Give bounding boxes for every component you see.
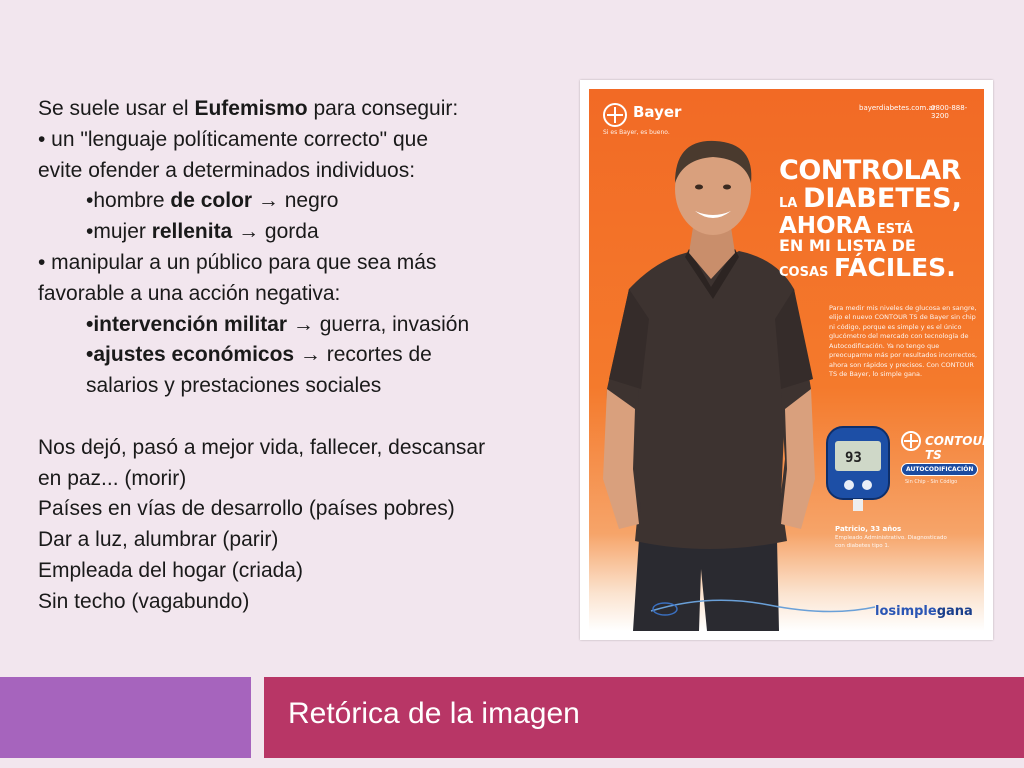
- bayer-contour-ad: [589, 89, 992, 631]
- ex1-prefix: •hombre: [86, 189, 171, 213]
- point1-line1: • un "lenguaje políticamente correcto" que: [38, 127, 428, 151]
- intro-bold: Eufemismo: [194, 97, 308, 120]
- list-item: en paz... (morir): [38, 466, 187, 490]
- ad-headline: [779, 157, 979, 281]
- example-mujer: [38, 217, 548, 248]
- product-name: CONTOUR TS: [925, 434, 992, 462]
- example-ajustes: [38, 340, 548, 371]
- ex1-bold: de color: [170, 189, 253, 213]
- autocodificacion-badge: AUTOCODIFICACIÓN: [901, 463, 978, 476]
- list-item: Nos dejó, pasó a mejor vida, fallecer, descansar: [38, 435, 486, 459]
- ex2-suffix: → gorda: [232, 220, 319, 244]
- bayer-cross-icon: [603, 103, 627, 127]
- intro-suffix: para conseguir:: [307, 97, 459, 120]
- bayer-brand: Bayer: [633, 103, 682, 121]
- footer-logo-a: losimple: [875, 604, 937, 619]
- spacer: [38, 402, 548, 433]
- title-bar: [264, 677, 1024, 758]
- ex4-bold: •ajustes económicos: [86, 343, 295, 367]
- ad-website: bayerdiabetes.com.ar: [859, 104, 936, 112]
- ex2-prefix: •mujer: [86, 220, 152, 244]
- glucose-meter-icon: [825, 425, 895, 513]
- headline-ahora: AHORA: [779, 212, 872, 239]
- patient-name: Patricio, 33 años: [835, 525, 902, 533]
- headline-line1: CONTROLAR: [779, 155, 961, 186]
- footer-swoosh-icon: [649, 589, 879, 619]
- patient-detail: Empleado Administrativo. Diagnosticado con diabetes tipo 1.: [835, 535, 947, 549]
- ex1-suffix: → negro: [252, 189, 339, 213]
- headline-line4: EN MI LISTA DE: [779, 235, 916, 255]
- headline-faciles: FÁCILES.: [833, 252, 956, 282]
- point1-line2: evite ofender a determinados individuos:: [38, 158, 416, 182]
- ad-phone: 0800-888-3200: [931, 104, 968, 120]
- ex4-suffix: → recortes de: [294, 343, 432, 367]
- footer-logo-b: gana: [936, 604, 973, 619]
- ad-image-frame: [580, 80, 993, 640]
- example-hombre: [38, 186, 548, 217]
- bayer-cross-small-icon: [901, 431, 921, 451]
- ex3-bold: •intervención militar: [86, 312, 288, 336]
- intro-prefix: Se suele usar el: [38, 97, 195, 120]
- meter-reading: 93: [845, 450, 862, 466]
- headline-esta: ESTÁ: [876, 221, 913, 237]
- point2-line2: favorable a una acción negativa:: [38, 281, 341, 305]
- slide-body-text: [38, 94, 548, 618]
- intro-line: [38, 94, 548, 125]
- title-bar-accent: [0, 677, 251, 758]
- headline-la: LA: [779, 196, 798, 212]
- headline-line2: [779, 185, 979, 213]
- list-item: Empleada del hogar (criada): [38, 558, 303, 582]
- list-item: Países en vías de desarrollo (países pobres): [38, 497, 455, 521]
- list-item: Dar a luz, alumbrar (parir): [38, 528, 279, 552]
- bayer-slogan: Si es Bayer, es bueno.: [603, 129, 670, 136]
- list-item: Sin techo (vagabundo): [38, 589, 250, 613]
- example-intervencion: [38, 310, 548, 341]
- ex3-suffix: → guerra, invasión: [287, 312, 470, 336]
- example-ajustes-cont: salarios y prestaciones sociales: [86, 374, 382, 398]
- headline-diabetes: DIABETES,: [802, 183, 962, 215]
- ex2-bold: rellenita: [151, 220, 233, 244]
- losimplegana-logo: [875, 604, 973, 619]
- headline-line5: [779, 252, 979, 282]
- slide-title: Retórica de la imagen: [288, 697, 580, 730]
- headline-line3: [779, 214, 979, 238]
- autocodificacion-sub: Sin Chip - Sin Código: [905, 479, 958, 485]
- headline-cosas: COSAS: [779, 264, 829, 280]
- point2-line1: • manipular a un público para que sea más: [38, 250, 437, 274]
- ad-body-copy: Para medir mis niveles de glucosa en sangre, elijo el nuevo CONTOUR TS de Bayer sin chip ni código, porque es simple y es el único glucómetro del mercado con tecnología de Autocodificación. Ya no tengo que preocuparme más por resultados incorrectos, ahora son rápidos y precisos. Con CONTOUR TS de Bayer, lo simple gana.: [829, 304, 978, 378]
